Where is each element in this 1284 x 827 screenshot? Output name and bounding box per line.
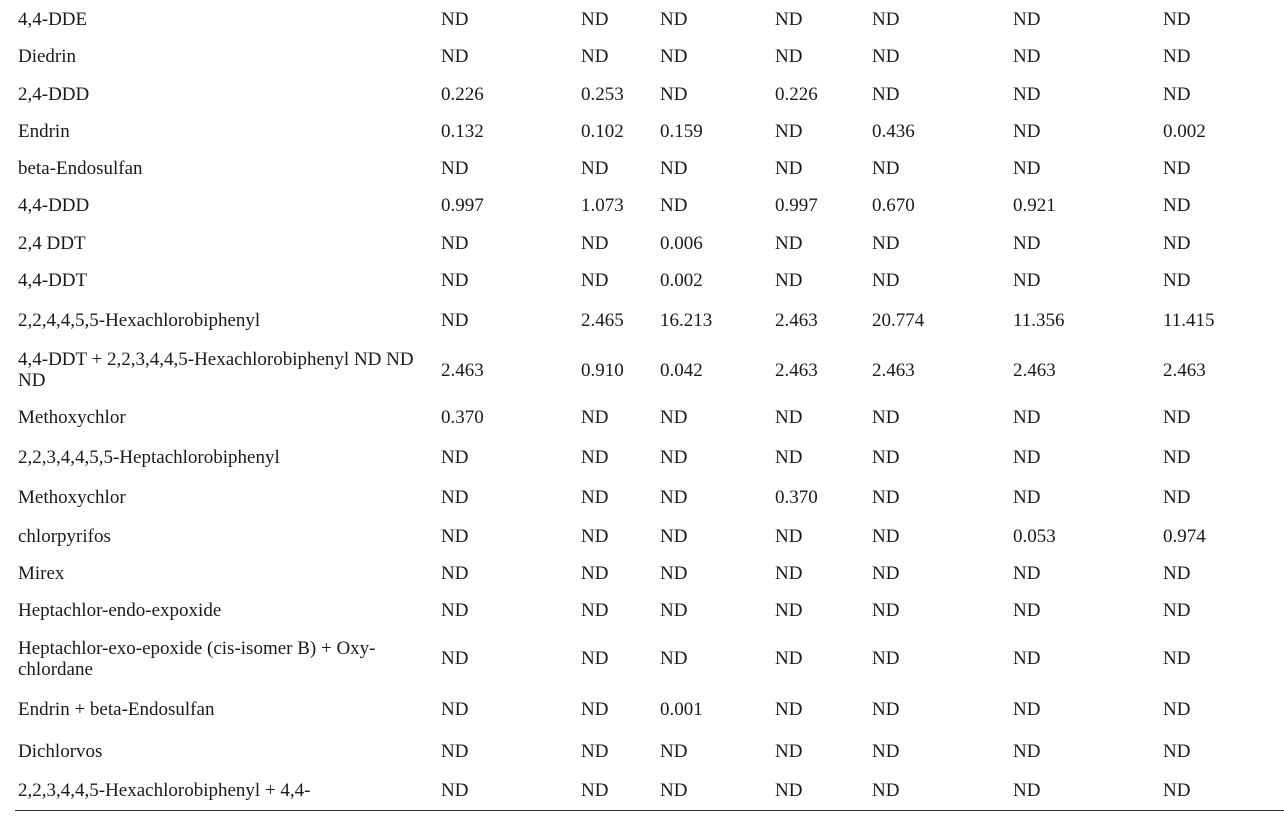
value-cell: ND: [1013, 740, 1041, 762]
value-cell: 2.463: [872, 359, 915, 381]
value-cell: 20.774: [872, 310, 925, 331]
compound-name-cell: Dichlorvos: [18, 740, 103, 762]
value-cell: ND: [1013, 779, 1041, 801]
value-cell: ND: [581, 232, 609, 254]
value-cell: ND: [1013, 486, 1041, 508]
compound-name-cell: Diedrin: [18, 46, 77, 67]
value-cell: ND: [660, 563, 688, 584]
value-cell: 2.463: [775, 359, 818, 381]
value-cell: 0.226: [775, 83, 818, 105]
value-cell: ND: [1163, 699, 1191, 720]
value-cell: ND: [775, 525, 803, 547]
compound-name-cell: Endrin + beta-Endosulfan: [18, 699, 215, 720]
compound-name-cell: 4,4-DDD: [18, 195, 90, 216]
table-row: [0, 437, 1284, 477]
value-cell: ND: [1163, 8, 1191, 30]
value-cell: ND: [1013, 407, 1041, 428]
value-cell: ND: [581, 525, 609, 547]
table-row: [0, 555, 1284, 592]
compound-name-cell: 2,4-DDD: [18, 83, 90, 105]
table-row: [0, 0, 1284, 38]
value-cell: ND: [660, 195, 688, 216]
value-cell: 0.670: [872, 195, 915, 216]
value-cell: ND: [1013, 8, 1041, 30]
table-row: [0, 771, 1284, 809]
table-row: [0, 150, 1284, 187]
value-cell: ND: [775, 232, 803, 254]
value-cell: ND: [1163, 195, 1191, 216]
value-cell: ND: [1163, 779, 1191, 801]
value-cell: ND: [1013, 46, 1041, 67]
value-cell: ND: [872, 46, 900, 67]
compound-name-cell: 2,2,3,4,4,5-Hexachlorobiphenyl + 4,4-: [18, 779, 311, 801]
value-cell: ND: [441, 310, 469, 331]
value-cell: 0.226: [441, 83, 484, 105]
value-cell: ND: [441, 446, 469, 468]
table-row: [0, 224, 1284, 262]
value-cell: ND: [872, 446, 900, 468]
value-cell: ND: [775, 407, 803, 428]
value-cell: ND: [581, 8, 609, 30]
value-cell: 0.910: [581, 359, 624, 381]
value-cell: ND: [872, 525, 900, 547]
value-cell: ND: [660, 525, 688, 547]
value-cell: ND: [441, 486, 469, 508]
value-cell: ND: [1163, 158, 1191, 179]
value-cell: ND: [872, 740, 900, 762]
value-cell: 0.370: [775, 486, 818, 508]
value-cell: ND: [441, 270, 469, 291]
value-cell: 0.042: [660, 359, 703, 381]
table-row: [0, 342, 1284, 398]
table-row: [0, 398, 1284, 437]
table-row: [0, 731, 1284, 771]
value-cell: ND: [441, 648, 469, 669]
value-cell: ND: [1013, 648, 1041, 669]
value-cell: ND: [872, 486, 900, 508]
value-cell: ND: [1013, 446, 1041, 468]
value-cell: 0.921: [1013, 195, 1056, 216]
value-cell: ND: [775, 600, 803, 621]
table-bottom-rule: [15, 810, 1284, 811]
compound-name-cell: Methoxychlor: [18, 486, 126, 508]
value-cell: ND: [441, 779, 469, 801]
value-cell: ND: [441, 46, 469, 67]
value-cell: ND: [660, 158, 688, 179]
value-cell: 2.465: [581, 310, 624, 331]
value-cell: 0.436: [872, 121, 915, 142]
compound-name-cell: Heptachlor-exo-epoxide (cis-isomer B) + Oxy-chlordane: [18, 637, 376, 680]
value-cell: ND: [660, 779, 688, 801]
value-cell: 0.253: [581, 83, 624, 105]
value-cell: ND: [660, 486, 688, 508]
value-cell: ND: [581, 699, 609, 720]
value-cell: 0.370: [441, 407, 484, 428]
value-cell: ND: [1163, 407, 1191, 428]
value-cell: 0.001: [660, 699, 703, 720]
value-cell: ND: [872, 8, 900, 30]
value-cell: ND: [441, 740, 469, 762]
value-cell: ND: [1013, 158, 1041, 179]
value-cell: ND: [775, 740, 803, 762]
value-cell: ND: [1163, 446, 1191, 468]
value-cell: ND: [775, 121, 803, 142]
compound-name-cell: 4,4-DDT: [18, 270, 88, 291]
value-cell: 0.006: [660, 232, 703, 254]
value-cell: ND: [872, 600, 900, 621]
value-cell: ND: [1163, 486, 1191, 508]
value-cell: ND: [872, 779, 900, 801]
value-cell: ND: [872, 270, 900, 291]
table-row: [0, 299, 1284, 342]
table-row: [0, 592, 1284, 629]
value-cell: 2.463: [775, 310, 818, 331]
value-cell: ND: [872, 648, 900, 669]
value-cell: ND: [581, 600, 609, 621]
value-cell: 0.002: [660, 270, 703, 291]
value-cell: ND: [581, 648, 609, 669]
value-cell: 0.102: [581, 121, 624, 142]
value-cell: ND: [872, 699, 900, 720]
compound-name-cell: 2,2,4,4,5,5-Hexachlorobiphenyl: [18, 310, 261, 331]
compound-name-cell: Mirex: [18, 563, 65, 584]
table-row: [0, 688, 1284, 731]
value-cell: ND: [660, 600, 688, 621]
value-cell: ND: [775, 699, 803, 720]
value-cell: ND: [581, 446, 609, 468]
value-cell: ND: [775, 779, 803, 801]
value-cell: 0.974: [1163, 525, 1206, 547]
value-cell: 0.159: [660, 121, 703, 142]
table-row: [0, 517, 1284, 555]
value-cell: ND: [1163, 46, 1191, 67]
value-cell: 11.415: [1163, 310, 1215, 331]
value-cell: ND: [872, 407, 900, 428]
value-cell: ND: [660, 83, 688, 105]
value-cell: ND: [1163, 83, 1191, 105]
compound-name-cell: 4,4-DDE: [18, 8, 88, 30]
value-cell: ND: [1013, 232, 1041, 254]
value-cell: ND: [1013, 600, 1041, 621]
value-cell: ND: [1013, 83, 1041, 105]
value-cell: ND: [872, 158, 900, 179]
value-cell: ND: [441, 232, 469, 254]
value-cell: ND: [1163, 232, 1191, 254]
value-cell: ND: [872, 83, 900, 105]
value-cell: ND: [581, 158, 609, 179]
value-cell: 2.463: [1013, 359, 1056, 381]
value-cell: 0.997: [775, 195, 818, 216]
compound-name-cell: 2,2,3,4,4,5,5-Heptachlorobiphenyl: [18, 446, 280, 468]
compound-name-cell: Endrin: [18, 121, 70, 142]
value-cell: ND: [1013, 270, 1041, 291]
value-cell: ND: [775, 158, 803, 179]
value-cell: ND: [660, 648, 688, 669]
value-cell: ND: [660, 8, 688, 30]
value-cell: ND: [581, 270, 609, 291]
compound-name-cell: Methoxychlor: [18, 407, 126, 428]
table-row: [0, 477, 1284, 517]
value-cell: 16.213: [660, 310, 713, 331]
value-cell: ND: [581, 563, 609, 584]
value-cell: ND: [441, 158, 469, 179]
compound-name-cell: beta-Endosulfan: [18, 158, 143, 179]
table-row: [0, 38, 1284, 75]
value-cell: ND: [775, 270, 803, 291]
value-cell: ND: [1163, 600, 1191, 621]
compound-name-cell: 2,4 DDT: [18, 232, 86, 254]
value-cell: ND: [775, 8, 803, 30]
value-cell: ND: [660, 740, 688, 762]
value-cell: ND: [441, 600, 469, 621]
value-cell: ND: [775, 648, 803, 669]
value-cell: ND: [1013, 563, 1041, 584]
value-cell: ND: [1163, 563, 1191, 584]
table-row: [0, 187, 1284, 224]
value-cell: 2.463: [441, 359, 484, 381]
value-cell: ND: [660, 407, 688, 428]
compound-name-cell: 4,4-DDT + 2,2,3,4,4,5-Hexachlorobiphenyl ND ND ND: [18, 349, 414, 391]
value-cell: ND: [1163, 270, 1191, 291]
value-cell: ND: [775, 446, 803, 468]
value-cell: ND: [581, 779, 609, 801]
value-cell: ND: [660, 446, 688, 468]
value-cell: 0.997: [441, 195, 484, 216]
compound-name-cell: chlorpyrifos: [18, 525, 111, 547]
compound-name-cell: Heptachlor-endo-expoxide: [18, 600, 222, 621]
value-cell: 0.002: [1163, 121, 1206, 142]
table-row: [0, 262, 1284, 299]
value-cell: ND: [581, 407, 609, 428]
value-cell: ND: [581, 486, 609, 508]
value-cell: ND: [441, 563, 469, 584]
value-cell: 1.073: [581, 195, 624, 216]
value-cell: ND: [1163, 648, 1191, 669]
table-row: [0, 629, 1284, 688]
value-cell: 2.463: [1163, 359, 1206, 381]
value-cell: ND: [1163, 740, 1191, 762]
value-cell: 11.356: [1013, 310, 1065, 331]
value-cell: ND: [660, 46, 688, 67]
value-cell: ND: [775, 563, 803, 584]
value-cell: ND: [1013, 699, 1041, 720]
value-cell: ND: [441, 525, 469, 547]
value-cell: ND: [775, 46, 803, 67]
value-cell: 0.132: [441, 121, 484, 142]
table-row: [0, 113, 1284, 150]
table-row: [0, 75, 1284, 113]
value-cell: ND: [1013, 121, 1041, 142]
value-cell: 0.053: [1013, 525, 1056, 547]
value-cell: ND: [872, 563, 900, 584]
value-cell: ND: [872, 232, 900, 254]
value-cell: ND: [581, 740, 609, 762]
value-cell: ND: [441, 8, 469, 30]
value-cell: ND: [441, 699, 469, 720]
value-cell: ND: [581, 46, 609, 67]
